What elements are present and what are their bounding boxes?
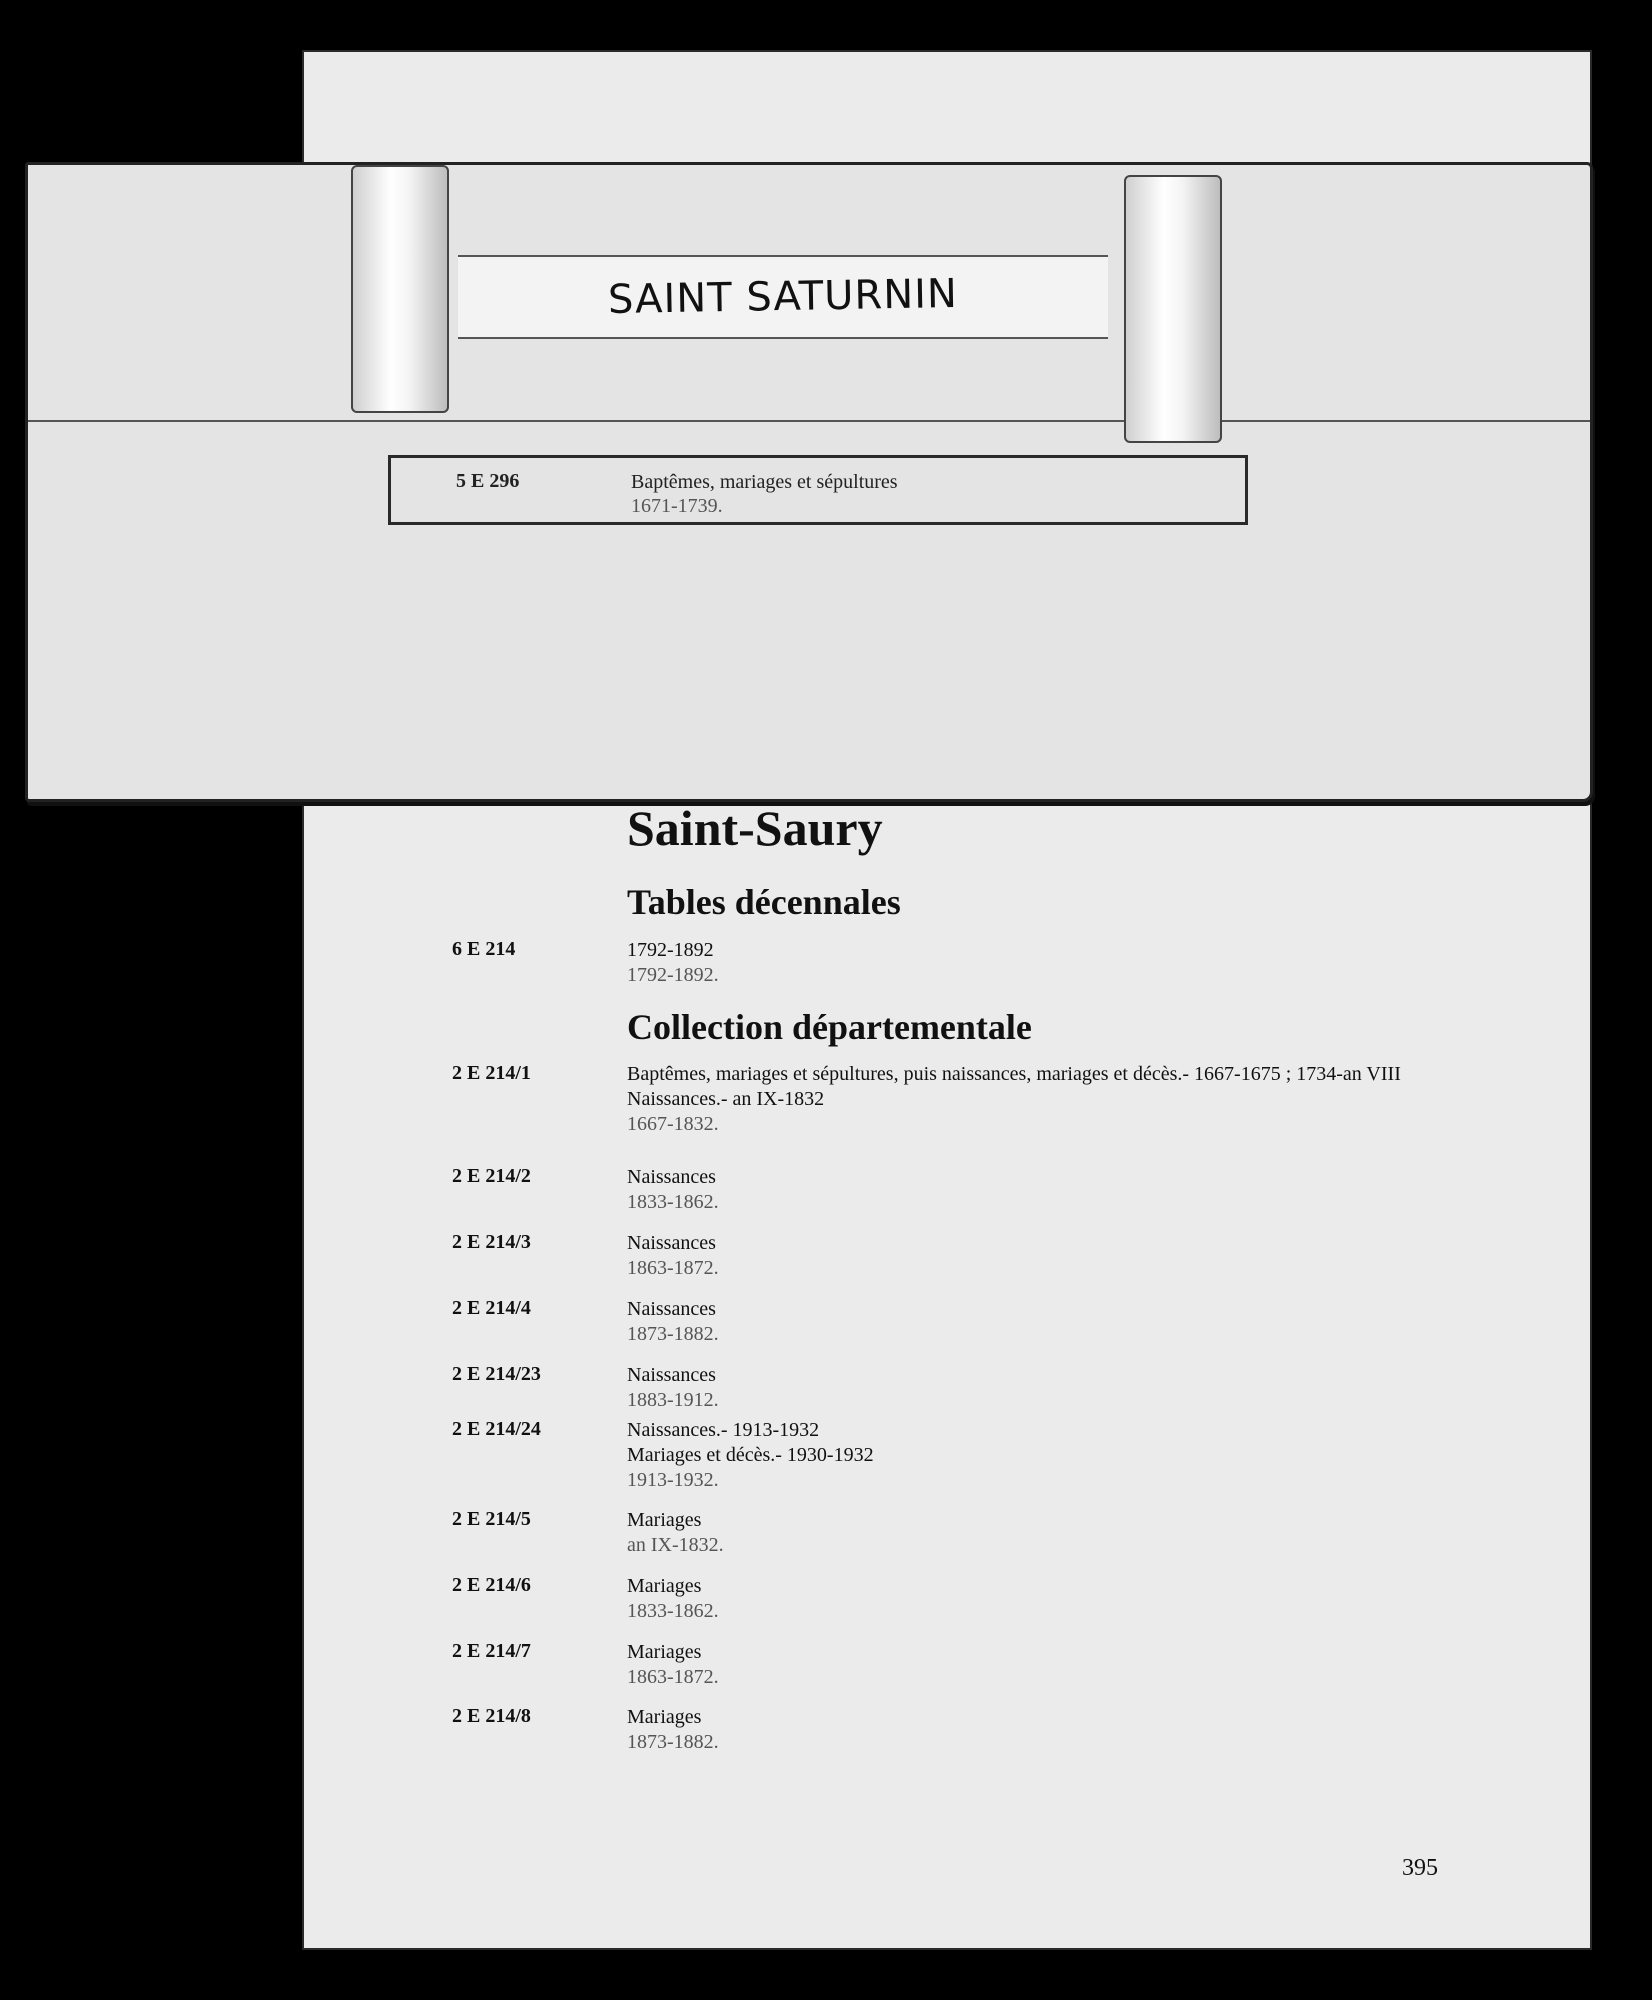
entry-dates: 1863-1872. (627, 1257, 719, 1279)
entry-description: Naissances (627, 1298, 716, 1320)
inventory-entry (452, 1062, 1502, 1142)
adhesive-tape-left (351, 165, 449, 413)
section-title: Tables décennales (627, 882, 901, 922)
entry-description: Naissances (627, 1232, 716, 1254)
entry-dates: 1792-1892. (627, 964, 719, 986)
entry-reference: 2 E 214/7 (452, 1640, 531, 1662)
entry-reference: 2 E 214/23 (452, 1363, 541, 1385)
entry-dates: 1913-1932. (627, 1469, 719, 1491)
commune-label-strip (458, 255, 1108, 339)
entry-lines (627, 1508, 724, 1558)
entry-lines (627, 1062, 1401, 1137)
entry-lines (627, 1574, 719, 1624)
entry-description: 1792-1892 (627, 939, 714, 961)
entry-reference: 2 E 214/5 (452, 1508, 531, 1530)
slip-entry-description: Baptêmes, mariages et sépultures (631, 471, 898, 493)
slip-entry-box (388, 455, 1248, 525)
entry-dates: 1667-1832. (627, 1113, 719, 1135)
slip-entry-ref: 5 E 296 (456, 470, 520, 492)
entry-dates: 1883-1912. (627, 1389, 719, 1411)
entry-description: Baptêmes, mariages et sépultures, puis naissances, mariages et décès.- 1667-1675 ; 1734-an VIII (627, 1063, 1401, 1085)
entry-description: Mariages (627, 1509, 702, 1531)
entry-lines (627, 938, 719, 988)
entry-reference: 2 E 214/24 (452, 1418, 541, 1440)
entry-reference: 2 E 214/2 (452, 1165, 531, 1187)
entry-lines (627, 1165, 719, 1215)
entry-dates: an IX-1832. (627, 1534, 724, 1556)
adhesive-tape-right (1124, 175, 1222, 443)
entry-reference: 2 E 214/1 (452, 1062, 531, 1084)
entry-reference: 6 E 214 (452, 938, 516, 960)
entry-dates: 1833-1862. (627, 1191, 719, 1213)
entry-reference: 2 E 214/4 (452, 1297, 531, 1319)
entry-reference: 2 E 214/6 (452, 1574, 531, 1596)
entry-dates: 1873-1882. (627, 1731, 719, 1753)
entry-description: Naissances (627, 1364, 716, 1386)
handwritten-commune-label: SAINT SATURNIN (607, 270, 959, 324)
page-number: 395 (1402, 1855, 1438, 1881)
slip-entry-text (631, 470, 898, 518)
entry-lines (627, 1297, 719, 1347)
entry-lines (627, 1640, 719, 1690)
entry-dates: 1863-1872. (627, 1666, 719, 1688)
slip-entry-dates: 1671-1739. (631, 495, 723, 517)
entry-lines (627, 1363, 719, 1413)
entry-description: Naissances.- 1913-1932 (627, 1419, 820, 1441)
section-title: Collection départementale (627, 1007, 1032, 1047)
entry-dates: 1833-1862. (627, 1600, 719, 1622)
entry-reference: 2 E 214/3 (452, 1231, 531, 1253)
inventory-entry (452, 1705, 1502, 1785)
entry-reference: 2 E 214/8 (452, 1705, 531, 1727)
entry-description: Mariages (627, 1575, 702, 1597)
entry-description: Mariages (627, 1641, 702, 1663)
slip-fold-line (28, 420, 1590, 422)
pasted-slip (25, 162, 1593, 802)
entry-description: Mariages et décès.- 1930-1932 (627, 1444, 874, 1466)
entry-lines (627, 1418, 874, 1493)
commune-title: Saint-Saury (627, 800, 883, 856)
entry-lines (627, 1231, 719, 1281)
inventory-entry (452, 1418, 1502, 1498)
entry-lines (627, 1705, 719, 1755)
entry-description: Mariages (627, 1706, 702, 1728)
entry-dates: 1873-1882. (627, 1323, 719, 1345)
entry-description: Naissances.- an IX-1832 (627, 1088, 825, 1110)
entry-description: Naissances (627, 1166, 716, 1188)
